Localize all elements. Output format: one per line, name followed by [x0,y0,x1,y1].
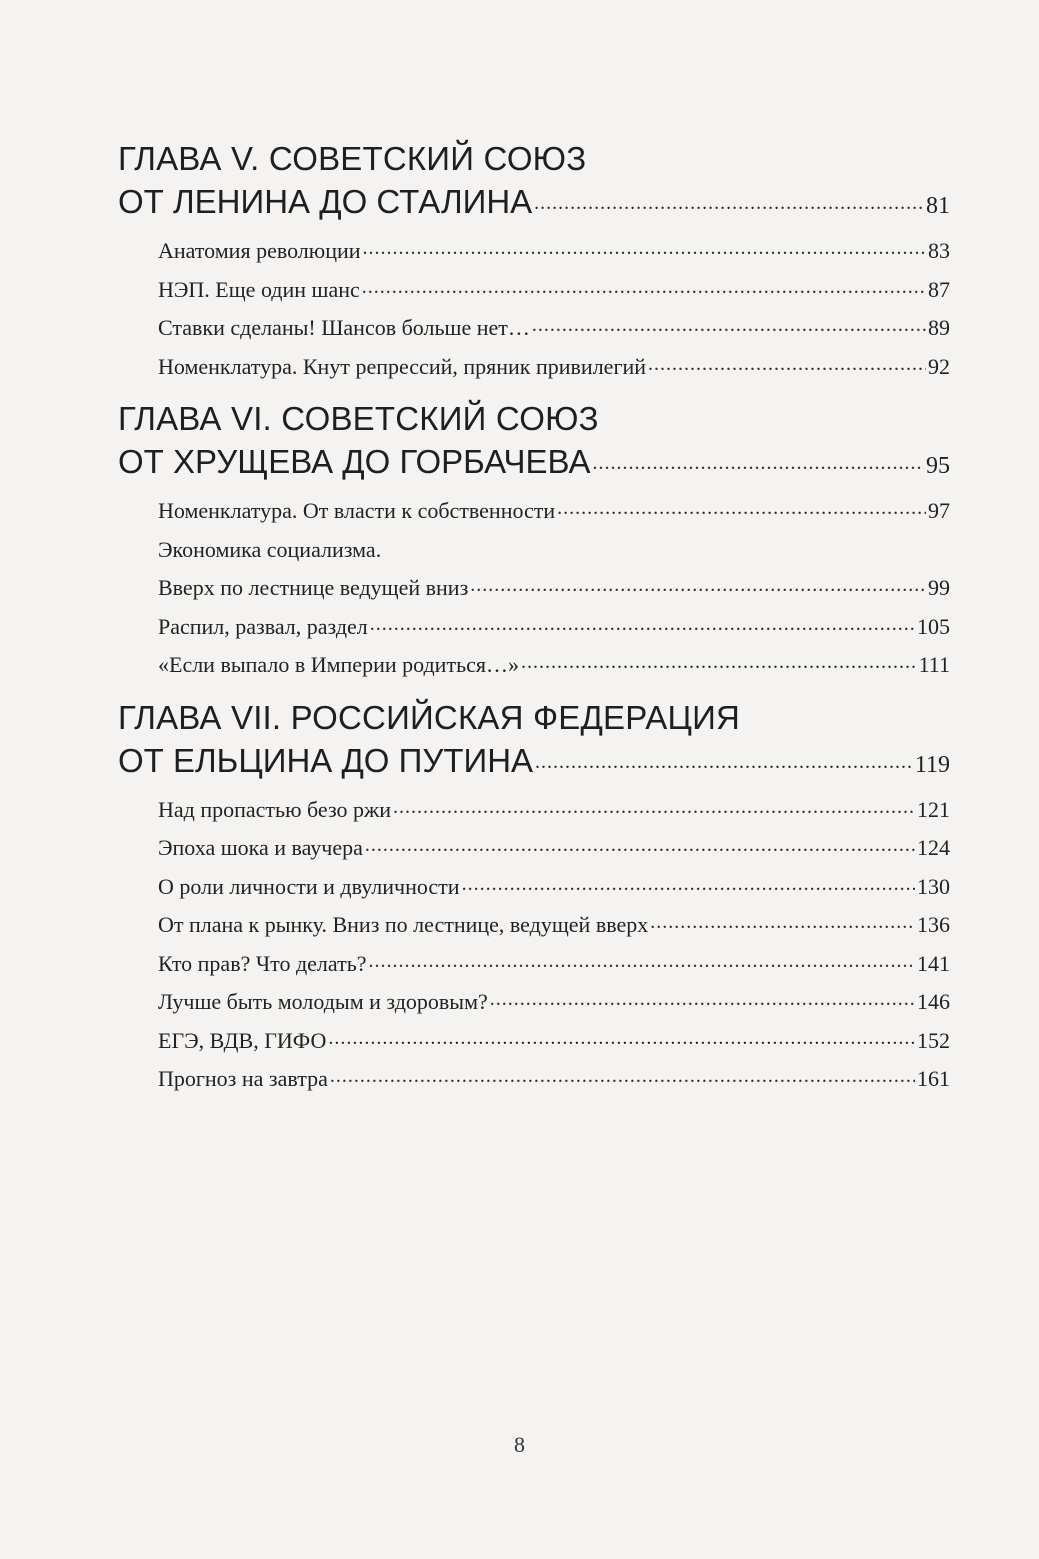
dot-leader [648,352,926,374]
section-title: Ставки сделаны! Шансов больше нет… [158,315,530,340]
section-page-number: 92 [928,353,950,379]
section-page-number: 97 [928,498,950,523]
section-entry [158,309,950,348]
chapter-title-row [118,440,950,484]
chapter-title-line1: ГЛАВА VI. СОВЕТСКИЙ СОЮЗ [118,400,599,437]
section-list [158,791,950,1099]
chapter-6 [118,398,950,685]
section-title: Вверх по лестнице ведущей вниз [158,575,469,600]
section-title: О роли личности и двуличности [158,873,460,899]
dot-leader [370,612,915,634]
section-entry [158,348,950,387]
dot-leader [534,180,924,213]
section-entry-no-page [158,531,950,570]
chapter-title-line2: ОТ ЕЛЬЦИНА ДО ПУТИНА [118,741,534,779]
page-number: 8 [514,1432,525,1457]
chapter-page-number: 95 [926,453,950,479]
section-title: Эпоха шока и ваучера [158,835,363,860]
dot-leader [592,440,924,473]
section-entry [158,1060,950,1099]
table-of-contents [118,138,950,1111]
dot-leader [365,833,915,855]
chapter-title-row [118,739,950,783]
section-page-number: 130 [917,873,950,899]
section-entry [158,271,950,310]
dot-leader [330,1064,915,1086]
chapter-page-number: 81 [926,193,950,219]
section-title: Экономика социализма. [158,536,382,562]
chapter-title-line2: ОТ ХРУЩЕВА ДО ГОРБАЧЕВА [118,443,591,480]
section-page-number: 89 [928,315,950,340]
chapter-page-number: 119 [914,751,950,778]
section-page-number: 152 [917,1027,950,1053]
dot-leader [462,872,915,894]
section-entry [158,492,950,531]
section-entry [158,791,950,830]
section-entry [158,232,950,271]
dot-leader [532,313,926,335]
section-page-number: 136 [917,912,950,937]
section-title: НЭП. Еще один шанс [158,276,360,302]
section-entry [158,945,950,984]
section-entry [158,829,950,868]
section-list [158,492,950,685]
dot-leader [535,739,913,772]
section-title: ЕГЭ, ВДВ, ГИФО [158,1027,327,1053]
section-page-number: 87 [928,276,950,302]
section-title: Над пропастью безо ржи [158,796,391,822]
section-list [158,232,950,386]
section-entry [158,1022,950,1061]
section-title: «Если выпало в Империи родиться…» [158,652,519,677]
chapter-7 [118,697,950,1099]
dot-leader [363,236,926,258]
dot-leader [557,496,926,518]
section-title: От плана к рынку. Вниз по лестнице, ведущей вверх [158,912,649,937]
section-page-number: 161 [917,1066,950,1091]
section-title: Анатомия революции [158,238,361,263]
section-title: Лучше быть молодым и здоровым? [158,989,488,1014]
section-page-number: 146 [917,989,950,1014]
section-entry [158,983,950,1022]
section-title: Кто прав? Что делать? [158,950,367,976]
chapter-title-line2: ОТ ЛЕНИНА ДО СТАЛИНА [118,183,533,220]
chapter-title-row [118,180,950,224]
section-title: Номенклатура. От власти к собственности [158,498,556,523]
section-entry [158,906,950,945]
dot-leader [490,987,915,1009]
chapter-title-line1: ГЛАВА VII. РОССИЙСКАЯ ФЕДЕРАЦИЯ [118,698,741,736]
dot-leader [470,573,926,595]
dot-leader [362,275,926,297]
section-title: Распил, развал, раздел [158,613,368,639]
section-page-number: 124 [917,835,950,860]
section-entry [158,569,950,608]
chapter-title-line1: ГЛАВА V. СОВЕТСКИЙ СОЮЗ [118,140,587,177]
section-title: Номенклатура. Кнут репрессий, пряник привилегий [158,353,647,379]
dot-leader [650,910,915,932]
section-entry [158,868,950,907]
dot-leader [521,650,917,672]
dot-leader [369,949,915,971]
dot-leader [328,1026,915,1048]
dot-leader [393,795,915,817]
chapter-5 [118,138,950,386]
section-page-number: 105 [917,613,950,639]
section-entry [158,646,950,685]
section-page-number: 99 [928,575,950,600]
section-entry [158,608,950,647]
section-page-number: 83 [928,238,950,263]
section-page-number: 111 [918,652,950,677]
section-page-number: 121 [917,796,950,822]
section-title: Прогноз на завтра [158,1066,328,1091]
section-page-number: 141 [917,950,950,976]
